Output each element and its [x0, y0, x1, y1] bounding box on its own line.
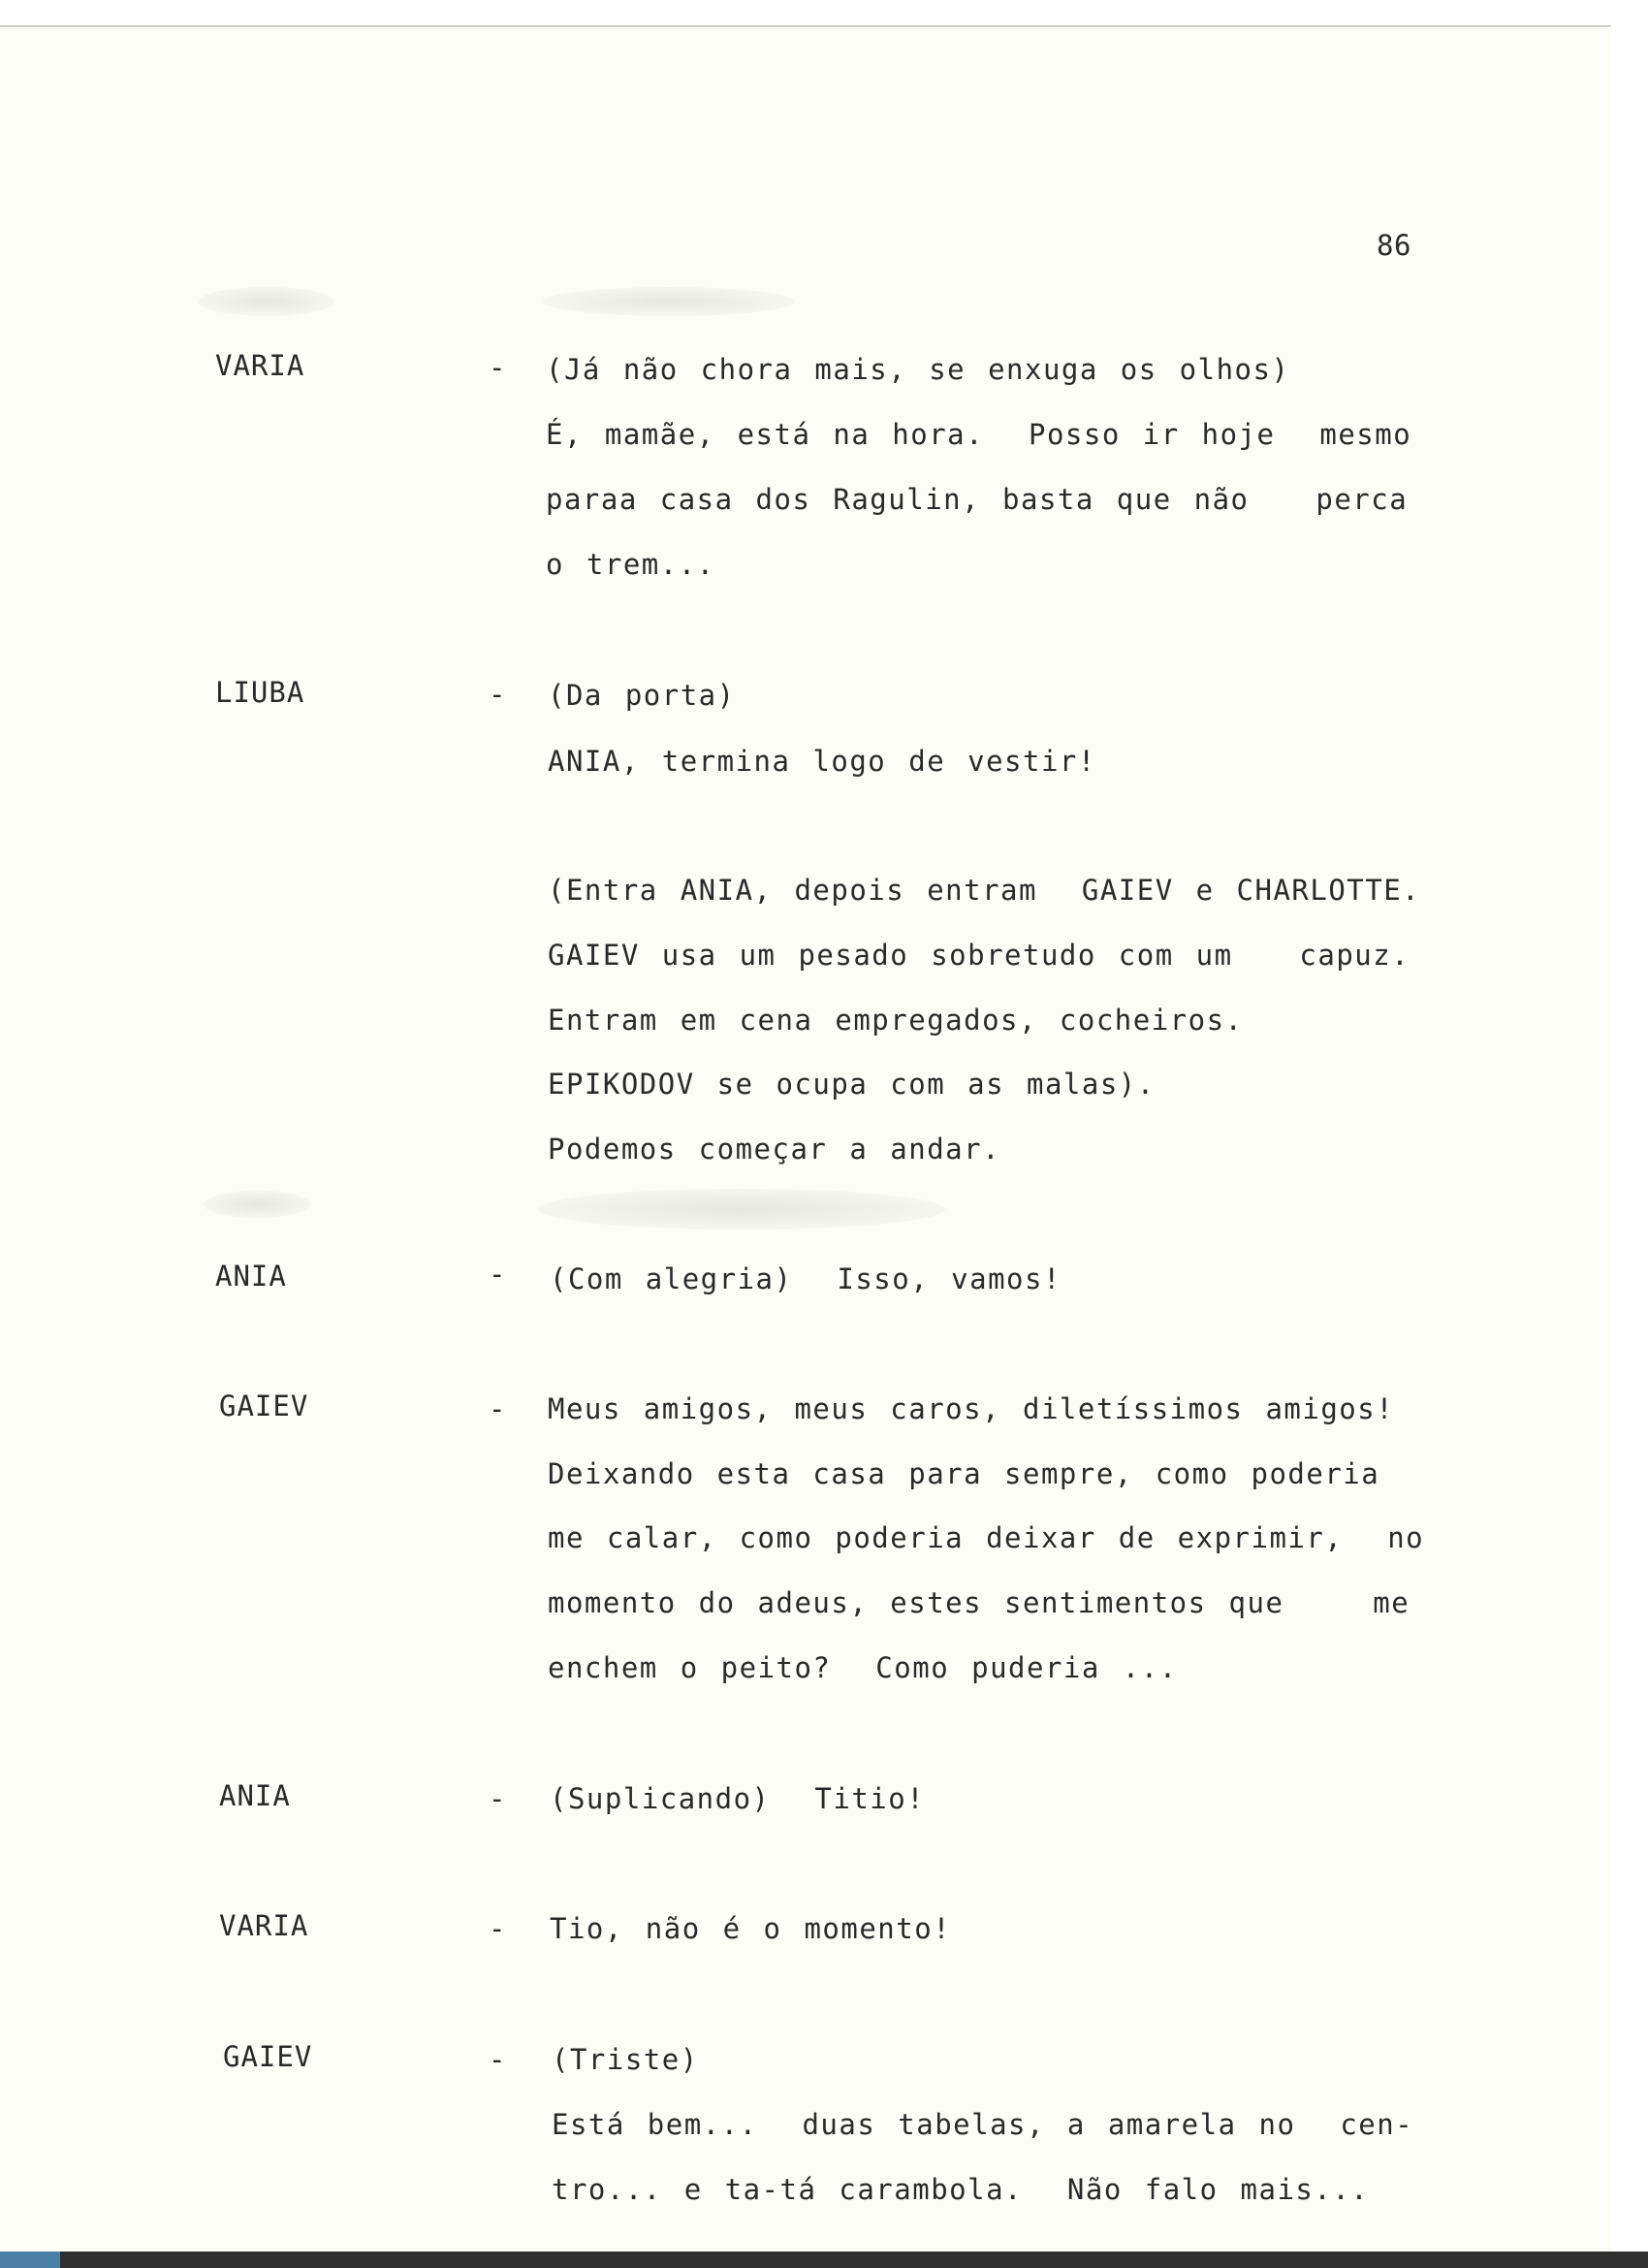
speaker-name: ANIA: [219, 1779, 291, 1812]
dialogue-line: (Triste): [552, 2043, 699, 2076]
dialogue-line: (Com alegria) Isso, vamos!: [550, 1262, 1062, 1295]
dialogue-dash: -: [489, 1912, 506, 1945]
speaker-name: GAIEV: [219, 1390, 309, 1422]
scan-smudge: [543, 287, 795, 316]
dialogue-line: (Já não chora mais, se enxuga os olhos): [546, 353, 1290, 386]
dialogue-line: paraa casa dos Ragulin, basta que não perca: [546, 483, 1409, 516]
dialogue-line: (Suplicando) Titio!: [550, 1782, 926, 1815]
dialogue-line: É, mamãe, está na hora. Posso ir hoje mesmo: [546, 418, 1412, 451]
scanner-edge-tab: [0, 2252, 60, 2268]
scanner-edge: [0, 2252, 1648, 2268]
speaker-name: GAIEV: [223, 2040, 313, 2073]
dialogue-line: me calar, como poderia deixar de exprimir, no: [548, 1521, 1425, 1554]
scan-smudge: [538, 1189, 945, 1230]
dialogue-line: (Da porta): [548, 679, 736, 712]
dialogue-line: Meus amigos, meus caros, diletíssimos amigos!: [548, 1392, 1395, 1425]
speaker-name: ANIA: [215, 1260, 287, 1293]
dialogue-dash: -: [489, 1258, 506, 1291]
stage-direction-line: GAIEV usa um pesado sobretudo com um capuz.: [548, 939, 1410, 972]
dialogue-line: ANIA, termina logo de vestir!: [548, 745, 1096, 778]
stage-direction-line: EPIKODOV se ocupa com as malas).: [548, 1068, 1156, 1101]
dialogue-line: o trem...: [546, 548, 715, 581]
speaker-name: VARIA: [215, 349, 305, 382]
dialogue-line: Deixando esta casa para sempre, como poderia: [548, 1457, 1380, 1490]
scan-smudge: [204, 1191, 310, 1218]
stage-direction-line: Entram em cena empregados, cocheiros.: [548, 1004, 1244, 1037]
dialogue-line: Tio, não é o momento!: [550, 1912, 952, 1945]
dialogue-dash: -: [489, 1392, 506, 1425]
scan-smudge: [199, 287, 334, 316]
stage-direction-line: Podemos começar a andar.: [548, 1133, 1001, 1166]
dialogue-dash: -: [489, 2043, 506, 2076]
stage-direction-line: (Entra ANIA, depois entram GAIEV e CHARLOTTE.: [548, 874, 1421, 907]
dialogue-line: momento do adeus, estes sentimentos que me: [548, 1586, 1410, 1619]
speaker-name: LIUBA: [215, 676, 305, 709]
dialogue-dash: -: [489, 351, 506, 384]
page-number: 86: [1377, 229, 1411, 262]
dialogue-line: Está bem... duas tabelas, a amarela no cen-: [552, 2108, 1414, 2141]
dialogue-dash: -: [489, 1782, 506, 1815]
dialogue-dash: -: [489, 678, 506, 711]
dialogue-line: enchem o peito? Como puderia ...: [548, 1651, 1178, 1684]
speaker-name: VARIA: [219, 1909, 309, 1942]
dialogue-line: tro... e ta-tá carambola. Não falo mais...: [552, 2173, 1370, 2206]
